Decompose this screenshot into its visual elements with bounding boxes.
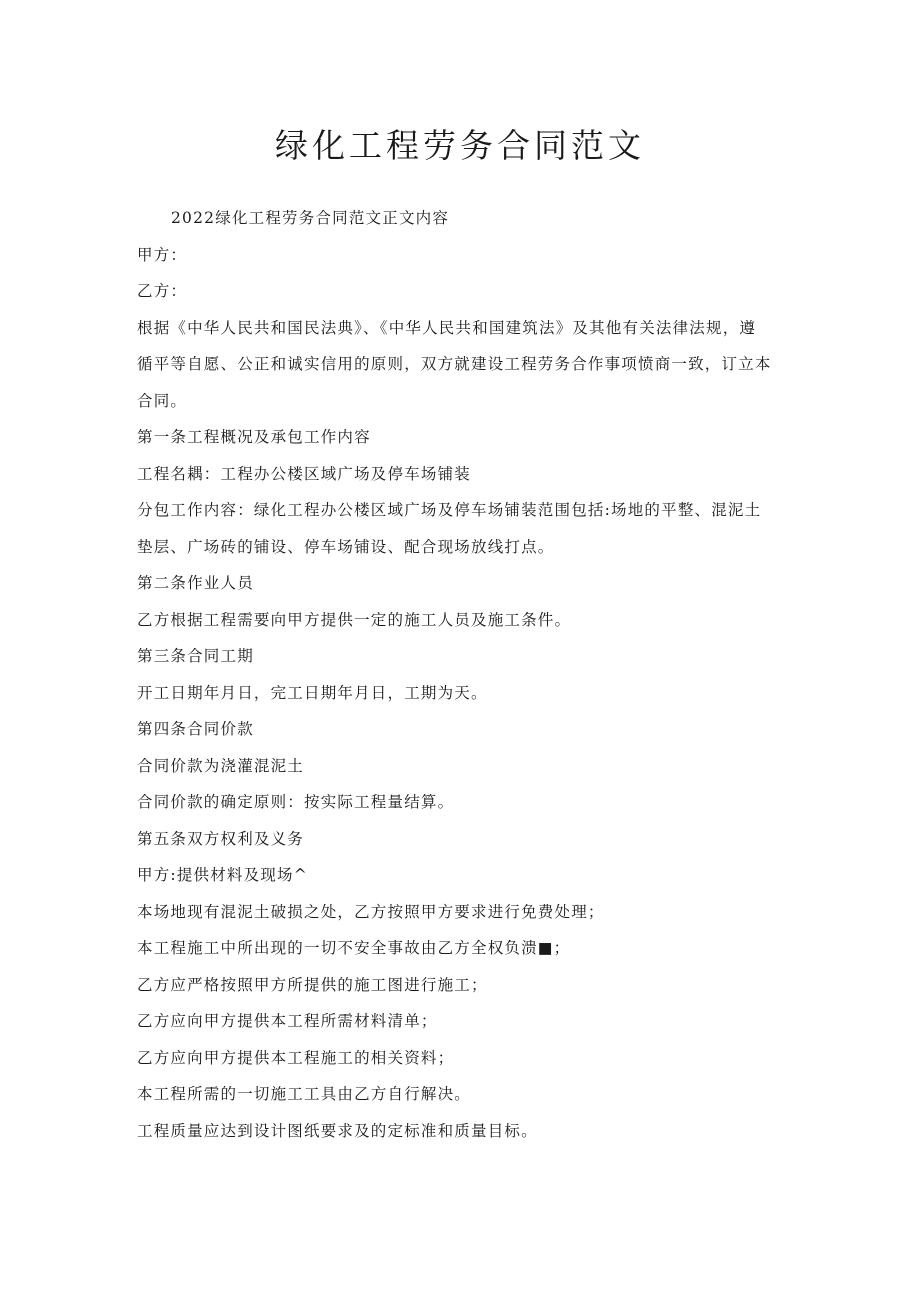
paragraph-line: 本工程所需的一切施工工具由乙方自行解决。 <box>137 1085 472 1103</box>
document-title: 绿化工程劳务合同范文 <box>275 126 645 165</box>
article-heading: 第五条双方权利及义务 <box>137 829 305 848</box>
article-heading: 第四条合同价款 <box>137 720 254 738</box>
paragraph-line: 合同。 <box>137 391 188 410</box>
paragraph-line: 合同价款的确定原则：按实际工程量结算。 <box>137 793 455 811</box>
paragraph-line: 开工日期年月日，完工日期年月日，工期为天。 <box>137 683 488 702</box>
paragraph-line: 工程质量应达到设计图纸要求及的定标准和质量目标。 <box>137 1121 538 1140</box>
paragraph-line: 乙方应严格按照甲方所提供的施工图进行施工； <box>137 975 488 994</box>
article-heading: 第二条作业人员 <box>137 574 254 592</box>
party-a-line: 甲方： <box>137 245 188 264</box>
paragraph-line: 工程名耦：工程办公楼区域广场及停车场铺装 <box>137 464 472 483</box>
article-heading: 第三条合同工期 <box>137 647 254 665</box>
paragraph-line: 根据《中华人民共和国民法典》、《中华人民共和国建筑法》及其他有关法律法规，遵 <box>137 318 757 337</box>
article-heading: 第一条工程概况及承包工作内容 <box>137 428 371 446</box>
paragraph-line: 本场地现有混泥土破损之处，乙方按照甲方要求进行免费处理； <box>137 902 605 921</box>
paragraph-line: 分包工作内容：绿化工程办公楼区域广场及停车场铺装范围包括:场地的平整、混泥土 <box>137 501 762 519</box>
paragraph-line: 合同价款为浇灌混泥土 <box>137 756 305 775</box>
paragraph-line: 甲方:提供材料及现场^ <box>137 866 308 884</box>
paragraph-line: 乙方应向甲方提供本工程所需材料清单； <box>137 1012 438 1030</box>
paragraph-line: 垫层、广场砖的铺设、停车场铺设、配合现场放线打点。 <box>137 537 555 556</box>
paragraph-line: 循平等自愿、公正和诚实信用的原则，双方就建设工程劳务合作事项愤商一致，订立本 <box>137 355 772 373</box>
paragraph-line: 本工程施工中所出现的一切不安全事故由乙方全权负溃■； <box>137 939 571 957</box>
subtitle-line: 2022绿化工程劳务合同范文正文内容 <box>171 209 450 227</box>
paragraph-line: 乙方根据工程需要向甲方提供一定的施工人员及施工条件。 <box>137 610 572 629</box>
paragraph-line: 乙方应向甲方提供本工程施工的相关资料； <box>137 1048 455 1067</box>
party-b-line: 乙方： <box>137 282 188 300</box>
document-body <box>137 200 787 1149</box>
